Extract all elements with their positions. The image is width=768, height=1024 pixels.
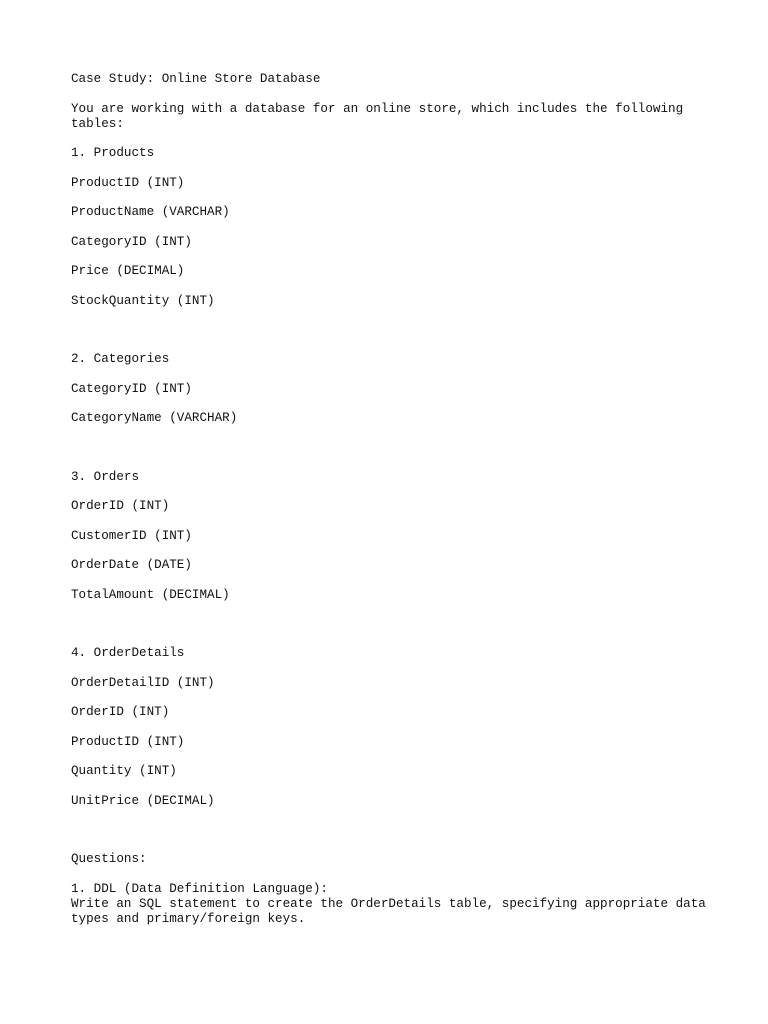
field-item: TotalAmount (DECIMAL) [71, 587, 230, 602]
spacer [71, 617, 711, 646]
document-title: Case Study: Online Store Database [71, 72, 321, 86]
field-item: ProductName (VARCHAR) [71, 205, 230, 219]
table-section-orderdetails [71, 646, 711, 809]
field-item: CategoryID (INT) [71, 381, 192, 396]
field-item: CategoryID (INT) [71, 234, 192, 249]
field-item: CustomerID (INT) [71, 528, 192, 543]
field-item: OrderDetailID (INT) [71, 675, 215, 690]
field-item: OrderID (INT) [71, 705, 170, 719]
table-heading: 2. Categories [71, 352, 170, 366]
field-item: UnitPrice (DECIMAL) [71, 793, 215, 808]
table-section-categories [71, 352, 711, 426]
questions-heading: Questions: [71, 852, 147, 866]
table-section-orders [71, 470, 711, 603]
question-item [71, 881, 714, 927]
field-item: ProductID (INT) [71, 175, 185, 190]
field-item: Price (DECIMAL) [71, 264, 185, 278]
spacer [71, 441, 711, 470]
field-item: Quantity (INT) [71, 764, 177, 778]
questions-section [71, 852, 714, 927]
spacer [71, 823, 711, 852]
field-item: OrderDate (DATE) [71, 558, 192, 572]
intro-paragraph: You are working with a database for an online store, which includes the following tables: [71, 101, 691, 131]
field-item: CategoryName (VARCHAR) [71, 411, 238, 425]
table-heading: 3. Orders [71, 469, 140, 484]
question-text: Write an SQL statement to create the OrderDetails table, specifying appropriate data types and primary/foreign keys. [71, 896, 714, 926]
document-page [71, 72, 714, 941]
table-heading: 1. Products [71, 146, 155, 160]
field-item: StockQuantity (INT) [71, 293, 215, 308]
table-section-products [71, 146, 711, 309]
spacer [71, 323, 711, 352]
table-heading: 4. OrderDetails [71, 646, 185, 660]
field-item: OrderID (INT) [71, 499, 170, 513]
question-title: 1. DDL (Data Definition Language): [71, 881, 328, 896]
field-item: ProductID (INT) [71, 734, 185, 749]
